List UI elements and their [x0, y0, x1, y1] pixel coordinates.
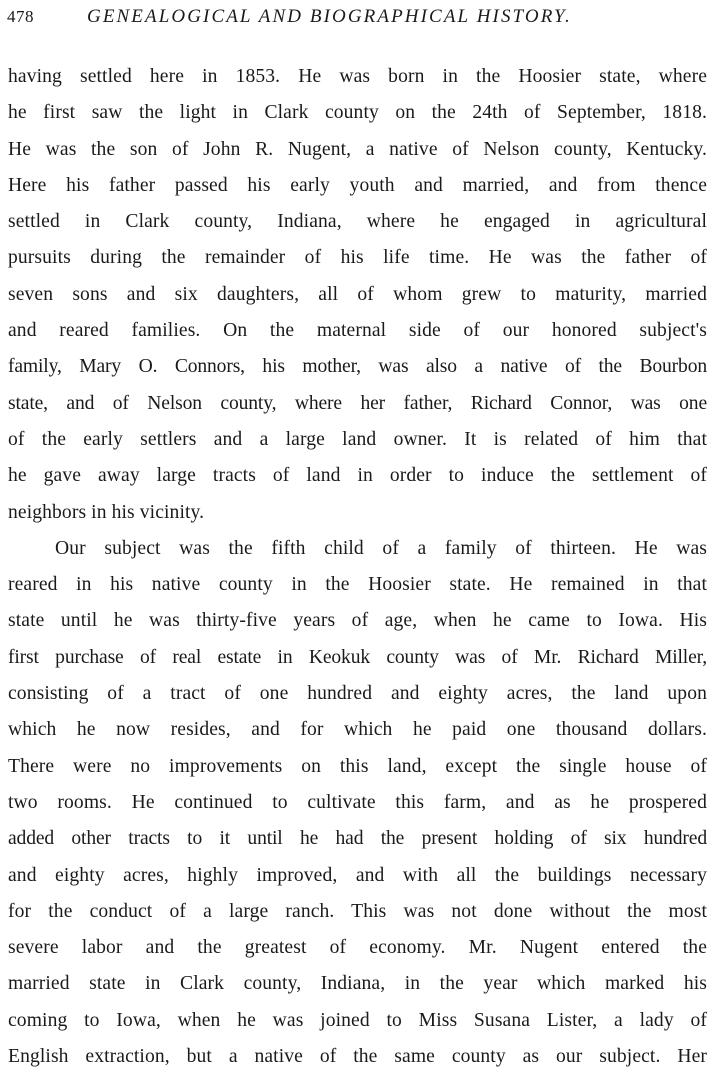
- text-line: and reared families. On the maternal side of our honored subject's: [8, 320, 707, 342]
- text-line: severe labor and the greatest of economy. Mr. Nugent entered the: [8, 937, 707, 959]
- text-line: and eighty acres, highly improved, and with all the buildings necessary: [8, 864, 707, 886]
- text-line: Our subject was the fifth child of a family of thirteen. He was: [55, 537, 707, 559]
- text-line: consisting of a tract of one hundred and eighty acres, the land upon: [8, 683, 707, 705]
- text-line: he first saw the light in Clark county on the 24th of September, 1818.: [8, 102, 707, 124]
- text-line: There were no improvements on this land, except the single house of: [8, 755, 707, 777]
- running-head: [7, 6, 708, 30]
- text-line: state until he was thirty-five years of age, when he came to Iowa. His: [8, 610, 707, 632]
- text-line: which he now resides, and for which he paid one thousand dollars.: [8, 719, 707, 741]
- text-line: coming to Iowa, when he was joined to Miss Susana Lister, a lady of: [8, 1009, 707, 1031]
- text-line: family, Mary O. Connors, his mother, was also a native of the Bourbon: [8, 356, 707, 378]
- text-line: of the early settlers and a large land owner. It is related of him that: [8, 428, 707, 450]
- text-line: for the conduct of a large ranch. This was not done without the most: [8, 900, 707, 922]
- text-line: two rooms. He continued to cultivate this farm, and as he prospered: [8, 791, 707, 813]
- text-line: having settled here in 1853. He was born in the Hoosier state, where: [8, 66, 707, 87]
- text-line: English extraction, but a native of the same county as our subject. Her: [8, 1046, 707, 1068]
- body-text: [8, 59, 707, 1075]
- text-line: Here his father passed his early youth and married, and from thence: [8, 174, 707, 196]
- text-line: pursuits during the remainder of his life time. He was the father of: [8, 247, 707, 269]
- running-title: GENEALOGICAL AND BIOGRAPHICAL HISTORY.: [87, 6, 572, 27]
- text-line: seven sons and six daughters, all of whom grew to maturity, married: [8, 283, 707, 305]
- page-number: 478: [7, 7, 34, 26]
- text-line: neighbors in his vicinity.: [8, 501, 205, 523]
- text-line: settled in Clark county, Indiana, where he engaged in agricultural: [8, 211, 707, 233]
- text-line: state, and of Nelson county, where her father, Richard Connor, was one: [8, 392, 707, 414]
- text-line: married state in Clark county, Indiana, in the year which marked his: [8, 973, 707, 995]
- text-line: first purchase of real estate in Keokuk county was of Mr. Richard Miller,: [8, 646, 707, 668]
- text-line: He was the son of John R. Nugent, a native of Nelson county, Kentucky.: [8, 138, 707, 160]
- text-line: he gave away large tracts of land in order to induce the settlement of: [8, 465, 707, 487]
- text-line: reared in his native county in the Hoosier state. He remained in that: [8, 574, 707, 596]
- text-line: added other tracts to it until he had the present holding of six hundred: [8, 828, 707, 850]
